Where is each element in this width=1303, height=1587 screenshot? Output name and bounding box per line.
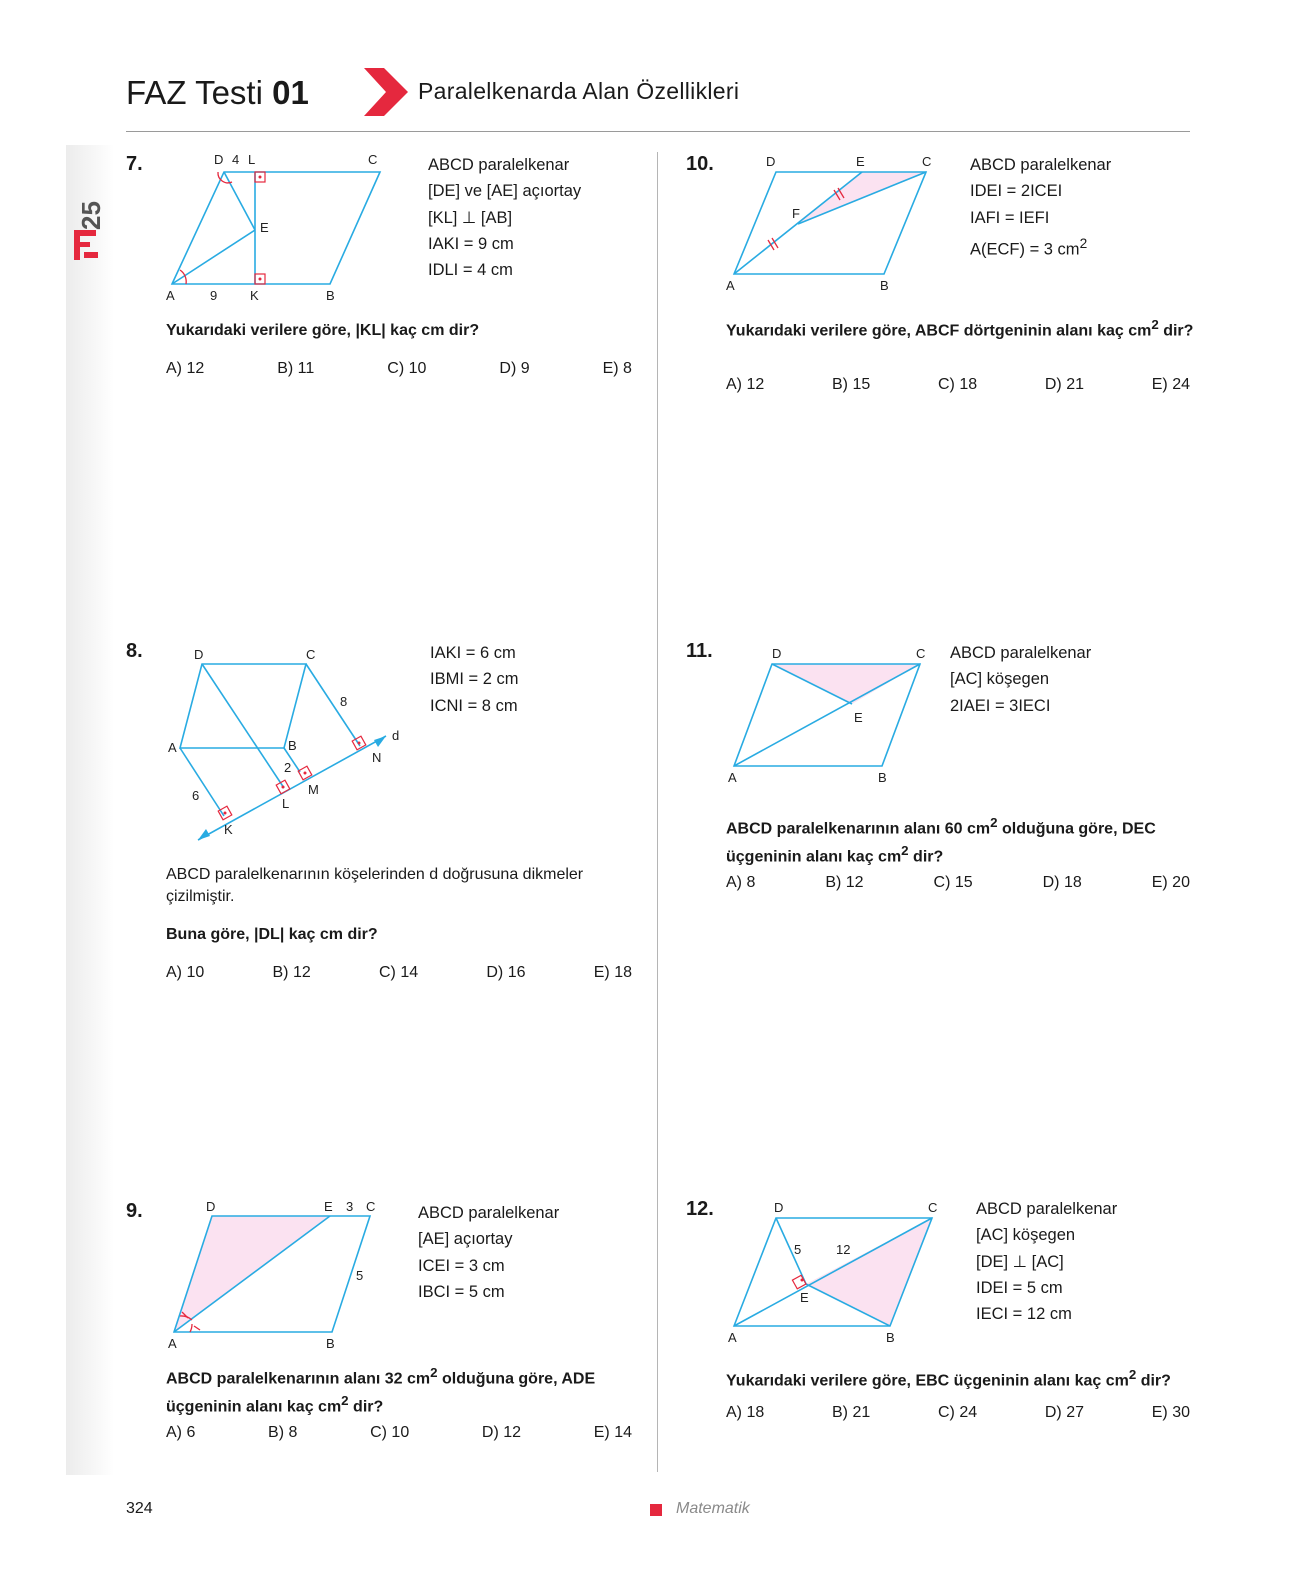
q7-given-line: [KL] ⊥ [AB] <box>428 208 513 227</box>
q12-given-line: IDEI = 5 cm <box>976 1278 1063 1297</box>
q12-segment-de <box>776 1218 806 1284</box>
q9-number: 9. <box>126 1200 143 1222</box>
q8-segment-ak <box>180 748 224 816</box>
q8-given <box>430 640 518 719</box>
q9-label-a: A <box>168 1336 177 1350</box>
q11-given-line: [AC] köşegen <box>950 670 1050 689</box>
q10-number: 10. <box>686 153 714 175</box>
test-label: FAZ Testi <box>126 74 263 111</box>
q7-choices <box>166 360 632 378</box>
q9-choice-e[interactable]: E) 14 <box>593 1424 632 1441</box>
q8-label-8: 8 <box>340 694 348 709</box>
q10-label-f: F <box>792 206 800 221</box>
q8-segment-dl <box>202 664 284 788</box>
q12-choice-a[interactable]: A) 18 <box>726 1404 765 1421</box>
q11-choices <box>726 874 1190 892</box>
q12-label-c: C <box>928 1200 938 1215</box>
q7-label-b: B <box>326 288 335 303</box>
q9-label-d: D <box>206 1200 216 1214</box>
q12-number: 12. <box>686 1198 714 1220</box>
q8-arrow-head-k <box>198 829 210 840</box>
q9-label-e: E <box>324 1200 333 1214</box>
q12-question: Yukarıdaki verilere göre, EBC üçgeninin alanı kaç $cm^2$ dir? <box>726 1367 1171 1390</box>
q12-shaded-ebc <box>806 1218 932 1326</box>
q8-choices <box>166 964 632 982</box>
column-divider <box>657 152 658 1472</box>
q11-label-b: B <box>878 770 887 785</box>
q11-given-line: ABCD paralelkenar <box>950 644 1092 662</box>
q7-given-line: ABCD paralelkenar <box>428 156 570 174</box>
q12-choice-e[interactable]: E) 30 <box>1151 1404 1190 1421</box>
q10-choice-e[interactable]: E) 24 <box>1151 376 1190 393</box>
q10-given <box>970 152 1111 263</box>
q7-number: 7. <box>126 153 143 175</box>
q7-question: Yukarıdaki verilere göre, |KL| kaç cm dir? <box>166 322 480 339</box>
q11-given <box>950 640 1091 719</box>
q12-given-line: [AC] köşegen <box>976 1226 1076 1245</box>
q8-choice-d[interactable]: D) 16 <box>486 964 526 981</box>
q11-choice-b[interactable]: B) 12 <box>825 874 864 891</box>
q9-choice-d[interactable]: D) 12 <box>481 1424 522 1441</box>
q10-given-line: IDEI = 2ICEI <box>970 182 1063 201</box>
q8-label-2: 2 <box>284 760 292 775</box>
q9-given-line: [AE] açıortay <box>418 1230 513 1249</box>
q10-given-line: ABCD paralelkenar <box>970 156 1112 174</box>
q9-choice-a[interactable]: A) 6 <box>166 1424 196 1441</box>
q7-label-d: D <box>214 152 224 167</box>
q10-segment-ae <box>734 172 862 274</box>
faz-logo <box>72 228 100 262</box>
q10-choice-a[interactable]: A) 12 <box>726 376 765 393</box>
q7-given-line: IDLI = 4 cm <box>428 261 513 280</box>
q10-label-e: E <box>856 154 865 169</box>
q12-given-line: [DE] ⊥ [AC] <box>976 1252 1064 1271</box>
q11-shaded-dec <box>772 664 920 704</box>
q8-label-c: C <box>306 647 316 662</box>
q11-question: ABCD paralelkenarının alanı 60 $cm^2$ olduğuna göre, DEC üçgeninin alanı kaç $cm^2$ dir? <box>726 815 1156 866</box>
q7-choice-b[interactable]: B) 11 <box>277 360 315 377</box>
q9-angle-mark-2 <box>190 1324 192 1332</box>
q8-parallelogram <box>180 664 306 748</box>
q8-text: ABCD paralelkenarının köşelerinden d doğrusuna dikmeler çizilmiştir. <box>166 866 584 905</box>
q7-label-a: A <box>166 288 175 303</box>
q8-figure <box>160 640 410 848</box>
q8-choice-c[interactable]: C) 14 <box>379 964 419 981</box>
q10-label-d: D <box>766 154 776 169</box>
q7-parallelogram <box>172 172 380 284</box>
q8-label-m: M <box>308 782 319 797</box>
q11-given-line: 2IAEI = 3IECI <box>950 696 1051 715</box>
q8-number: 8. <box>126 640 143 662</box>
side-label-number: 25 <box>76 201 106 230</box>
q7-bisector-de <box>224 172 255 230</box>
q8-label-k: K <box>224 822 233 837</box>
q12-choices <box>726 1404 1190 1422</box>
test-number: 01 <box>272 74 309 111</box>
q10-figure <box>724 152 954 300</box>
q8-label-6: 6 <box>192 788 200 803</box>
q9-choices <box>166 1424 632 1442</box>
q8-choice-a[interactable]: A) 10 <box>166 964 205 981</box>
q8-label-l: L <box>282 796 290 811</box>
q12-label-b: B <box>886 1330 895 1345</box>
q7-given-line: IAKI = 9 cm <box>428 234 514 253</box>
q11-choice-a[interactable]: A) 8 <box>726 874 756 891</box>
q10-choice-c[interactable]: C) 18 <box>938 376 978 393</box>
q8-choice-e[interactable]: E) 18 <box>593 964 632 981</box>
q9-label-c: C <box>366 1200 376 1214</box>
q11-label-a: A <box>728 770 737 785</box>
q9-given-line: ABCD paralelkenar <box>418 1204 560 1222</box>
q11-choice-e[interactable]: E) 20 <box>1151 874 1190 891</box>
q10-given-line: IAFI = IEFI <box>970 208 1050 227</box>
page-subtitle: Paralelkenarda Alan Özellikleri <box>418 78 740 104</box>
q12-label-12: 12 <box>836 1242 851 1257</box>
q11-number: 11. <box>686 640 713 662</box>
q7-choice-c[interactable]: C) 10 <box>387 360 427 377</box>
q8-given-line: ICNI = 8 cm <box>430 696 518 715</box>
q9-choice-b[interactable]: B) 8 <box>268 1424 298 1441</box>
q9-given-line: ICEI = 3 cm <box>418 1256 505 1275</box>
q10-label-b: B <box>880 278 889 293</box>
q7-given <box>428 152 581 283</box>
q11-choice-d[interactable]: D) 18 <box>1042 874 1082 891</box>
q7-label-c: C <box>368 152 378 167</box>
q10-label-a: A <box>726 278 735 293</box>
q12-given <box>976 1196 1117 1327</box>
q8-choice-b[interactable]: B) 12 <box>272 964 311 981</box>
q12-label-5: 5 <box>794 1242 802 1257</box>
q12-choice-c[interactable]: C) 24 <box>938 1404 978 1421</box>
q12-choice-d[interactable]: D) 27 <box>1044 1404 1084 1421</box>
q10-question: Yukarıdaki verilere göre, ABCF dörtgeninin alanı kaç $cm^2$ dir? <box>726 317 1194 340</box>
q7-label-e: E <box>260 220 269 235</box>
q7-choice-a[interactable]: A) 12 <box>166 360 205 377</box>
q12-choice-b[interactable]: B) 21 <box>832 1404 871 1421</box>
q11-label-e: E <box>854 710 863 725</box>
q10-choice-d[interactable]: D) 21 <box>1044 376 1084 393</box>
page-number: 324 <box>126 1500 153 1517</box>
q7-label-9: 9 <box>210 288 218 303</box>
q10-given-line: A(ECF) = 3 $cm^2$ <box>970 235 1088 259</box>
q7-given-line: [DE] ve [AE] açıortay <box>428 182 582 201</box>
q12-right-angle-e <box>792 1275 806 1289</box>
q7-choice-e[interactable]: E) 8 <box>602 360 632 377</box>
subject-label: Matematik <box>676 1500 750 1517</box>
q10-tick-af-1 <box>768 240 774 250</box>
q10-choices <box>726 376 1190 394</box>
q12-label-e: E <box>800 1290 809 1305</box>
q9-given-line: IBCI = 5 cm <box>418 1282 505 1301</box>
q12-figure <box>724 1198 954 1346</box>
q9-label-b: B <box>326 1336 335 1350</box>
q8-label-d: D <box>194 647 204 662</box>
q12-label-a: A <box>728 1330 737 1345</box>
q11-figure <box>724 640 944 788</box>
q12-given-line: IECI = 12 cm <box>976 1305 1072 1324</box>
q8-segment-cn <box>306 664 360 746</box>
header-divider <box>126 131 1190 132</box>
q8-given-line: IAKI = 6 cm <box>430 644 516 662</box>
page-title <box>126 74 309 112</box>
q9-figure <box>160 1200 400 1350</box>
side-strip <box>66 145 114 1475</box>
q8-label-a: A <box>168 740 177 755</box>
q9-label-3: 3 <box>346 1200 354 1214</box>
q9-given <box>418 1200 559 1305</box>
q7-label-k: K <box>250 288 259 303</box>
q11-choice-c[interactable]: C) 15 <box>933 874 973 891</box>
q10-label-c: C <box>922 154 932 169</box>
q8-label-line-d: d <box>392 728 400 743</box>
q7-label-l: L <box>248 152 256 167</box>
q10-choice-b[interactable]: B) 15 <box>832 376 871 393</box>
q8-arrow-head-d <box>374 736 386 747</box>
q9-question: ABCD paralelkenarının alanı 32 $cm^2$ olduğuna göre, ADE üçgeninin alanı kaç $cm^2$ dir? <box>166 1365 596 1416</box>
q12-given-line: ABCD paralelkenar <box>976 1200 1118 1218</box>
q9-label-5: 5 <box>356 1268 364 1283</box>
q9-choice-c[interactable]: C) 10 <box>370 1424 410 1441</box>
q8-label-b: B <box>288 738 297 753</box>
q11-label-d: D <box>772 646 782 661</box>
q11-label-c: C <box>916 646 926 661</box>
q10-parallelogram <box>734 172 926 274</box>
chevron-right-icon <box>364 68 408 116</box>
q7-choice-d[interactable]: D) 9 <box>499 360 530 377</box>
q8-given-line: IBMI = 2 cm <box>430 670 519 689</box>
q7-label-4: 4 <box>232 152 240 167</box>
q8-label-n: N <box>372 750 382 765</box>
q7-figure <box>160 152 400 304</box>
square-icon <box>650 1504 662 1516</box>
q8-question: Buna göre, |DL| kaç cm dir? <box>166 926 378 943</box>
q12-label-d: D <box>774 1200 784 1215</box>
